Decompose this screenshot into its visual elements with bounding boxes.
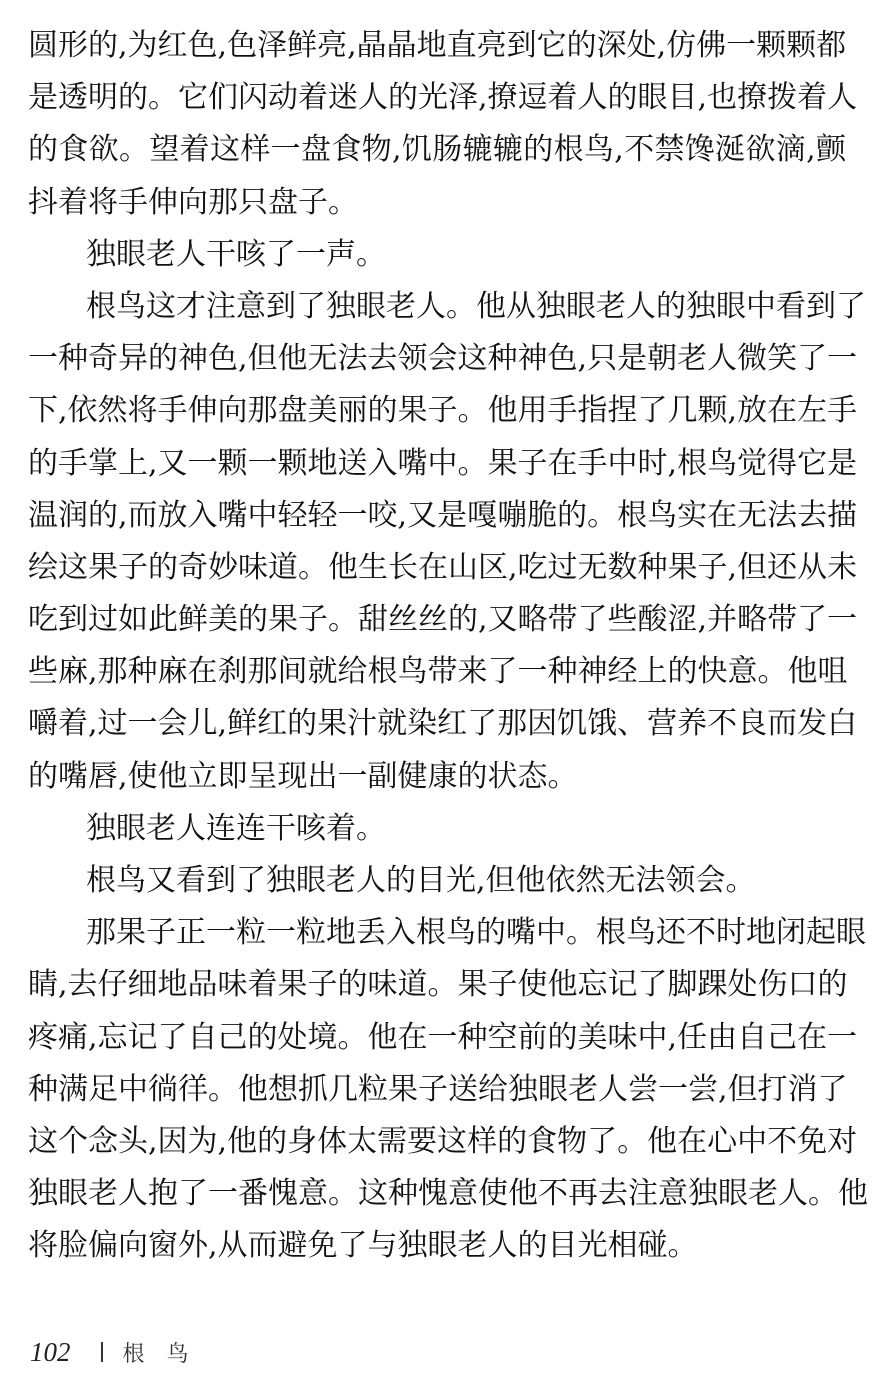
text-line: 的手掌上,又一颗一颗地送入嘴中。果子在手中时,根鸟觉得它是	[28, 445, 858, 481]
text-line: 绘这果子的奇妙味道。他生长在山区,吃过无数种果子,但还从未	[28, 549, 858, 585]
text-line: 睛,去仔细地品味着果子的味道。果子使他忘记了脚踝处伤口的	[28, 967, 848, 1003]
text-line: 根鸟又看到了独眼老人的目光,但他依然无法领会。	[86, 863, 756, 898]
text-line: 温润的,而放入嘴中轻轻一咬,又是嘎嘣脆的。根鸟实在无法去描	[28, 497, 858, 533]
text-line: 圆形的,为红色,色泽鲜亮,晶晶地直亮到它的深处,仿佛一颗颗都	[28, 28, 847, 63]
text-line: 独眼老人干咳了一声。	[86, 236, 386, 272]
text-line: 一种奇异的神色,但他无法去领会这种神色,只是朝老人微笑了一	[28, 341, 858, 377]
text-line: 种满足中徜徉。他想抓几粒果子送给独眼老人尝一尝,但打消了	[28, 1071, 848, 1107]
text-line: 这个念头,因为,他的身体太需要这样的食物了。他在心中不免对	[28, 1123, 858, 1159]
page-body	[28, 20, 868, 1273]
text-line: 嚼着,过一会儿,鲜红的果汁就染红了那因饥饿、营养不良而发白	[28, 706, 858, 742]
text-line: 抖着将手伸向那只盘子。	[28, 184, 358, 220]
text-line: 的嘴唇,使他立即呈现出一副健康的状态。	[28, 758, 578, 794]
text-line: 那果子正一粒一粒地丢入根鸟的嘴中。根鸟还不时地闭起眼	[86, 915, 866, 951]
text-line: 独眼老人连连干咳着。	[86, 810, 386, 846]
page-number: 102	[30, 1336, 71, 1367]
text-line: 根鸟这才注意到了独眼老人。他从独眼老人的独眼中看到了	[86, 288, 866, 324]
text-line: 独眼老人抱了一番愧意。这种愧意使他不再去注意独眼老人。他	[28, 1176, 868, 1212]
page-footer	[30, 1332, 211, 1372]
text-line: 将脸偏向窗外,从而避免了与独眼老人的目光相碰。	[28, 1228, 698, 1264]
footer-divider	[101, 1342, 103, 1362]
text-line: 下,依然将手伸向那盘美丽的果子。他用手指捏了几颗,放在左手	[28, 393, 858, 429]
text-line: 是透明的。它们闪动着迷人的光泽,撩逗着人的眼目,也撩拨着人	[28, 80, 858, 116]
text-line: 吃到过如此鲜美的果子。甜丝丝的,又略带了些酸涩,并略带了一	[28, 602, 858, 638]
text-line: 些麻,那种麻在刹那间就给根鸟带来了一种神经上的快意。他咀	[28, 654, 848, 690]
text-line: 疼痛,忘记了自己的处境。他在一种空前的美味中,任由自己在一	[28, 1019, 858, 1055]
text-line: 的食欲。望着这样一盘食物,饥肠辘辘的根鸟,不禁馋涎欲滴,颤	[28, 132, 846, 168]
running-title: 根鸟	[122, 1341, 211, 1367]
